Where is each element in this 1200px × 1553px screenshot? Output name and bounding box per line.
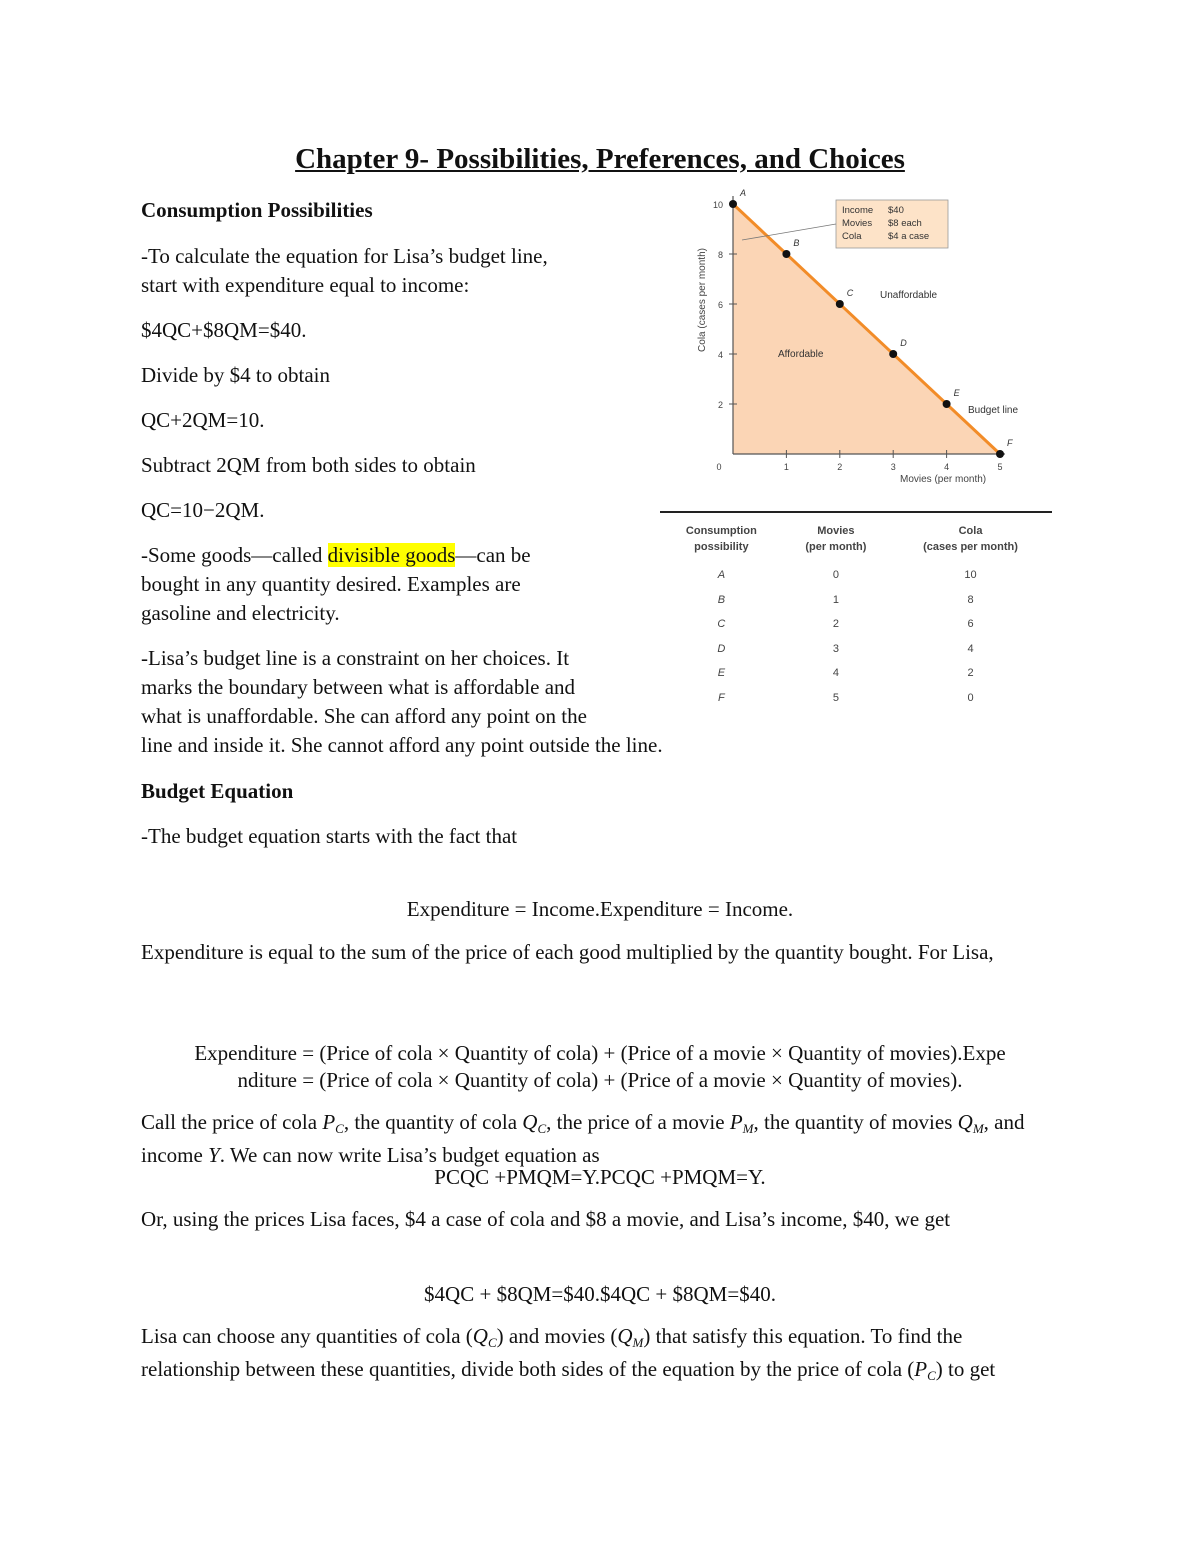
x-tick-label: 0 xyxy=(716,462,722,472)
table-cell: 10 xyxy=(964,569,977,582)
budget-line-chart xyxy=(690,180,1050,500)
table-header: Cola (cases per month) xyxy=(923,525,1018,553)
equation-budget-numeric: $4QC + $8QM=$40.$4QC + $8QM=$40. xyxy=(424,1282,776,1306)
paragraph-line: -To calculate the equation for Lisa’s budget line, xyxy=(141,244,548,268)
y-tick-label: 6 xyxy=(717,300,723,310)
legend-value: $4 a case xyxy=(888,231,930,242)
x-tick-label: 4 xyxy=(944,462,950,472)
point-label: E xyxy=(953,388,960,398)
paragraph-line: what is unaffordable. She can afford any point on the xyxy=(141,704,587,728)
point-label: C xyxy=(846,288,854,298)
consumption-possibility-table xyxy=(660,511,1052,710)
highlighted-term: divisible goods xyxy=(327,543,456,567)
data-point xyxy=(996,450,1004,458)
y-tick-label: 10 xyxy=(712,200,723,210)
paragraph-line: -Lisa’s budget line is a constraint on her choices. It xyxy=(141,646,570,670)
point-label: A xyxy=(740,188,747,198)
paragraph-line: Subtract 2QM from both sides to obtain xyxy=(141,453,476,477)
table-cell: 0 xyxy=(832,569,839,582)
table-cell: 2 xyxy=(967,667,974,680)
text-run: —can be xyxy=(455,543,531,567)
y-tick-label: 2 xyxy=(717,400,723,410)
table-cell: 4 xyxy=(832,667,839,680)
table-cell: 0 xyxy=(967,691,974,704)
table-header-row xyxy=(660,513,1052,563)
table-row xyxy=(660,637,1052,662)
table-cell: D xyxy=(717,642,726,655)
table-cell: 8 xyxy=(967,593,974,606)
legend-label: Income xyxy=(842,205,874,216)
equation-2: QC+2QM=10. xyxy=(141,408,265,432)
paragraph-line: -The budget equation starts with the fact that xyxy=(141,824,518,848)
paragraph-line: start with expenditure equal to income: xyxy=(141,273,470,297)
text-run: -Some goods—called xyxy=(141,543,328,567)
equation-3: QC=10−2QM. xyxy=(141,498,265,522)
x-tick-label: 2 xyxy=(837,462,843,472)
paragraph: Expenditure is equal to the sum of the price of each good multiplied by the quantity bought. For Lisa, xyxy=(141,940,994,964)
x-axis-label: Movies (per month) xyxy=(900,474,987,485)
legend-value: $40 xyxy=(888,205,904,216)
paragraph-line xyxy=(141,541,531,570)
point-label: B xyxy=(793,238,800,248)
paragraph-line: line and inside it. She cannot afford any point outside the line. xyxy=(141,733,663,757)
equation-budget-symbolic: PCQC +PMQM=Y.PCQC +PMQM=Y. xyxy=(434,1165,766,1189)
chart-plot-area xyxy=(697,188,1018,485)
equation-expenditure-income: Expenditure = Income.Expenditure = Income. xyxy=(406,897,794,921)
affordable-label: Affordable xyxy=(778,349,824,360)
paragraph: Lisa can choose any quantities of cola $(Q_C)$ and movies $(Q_M)$ that satisfy this equation. To find the relationship between these quantities, divide both sides of the equation by the price of cola $(P_C)$ to get xyxy=(141,1324,996,1383)
y-axis-label: Cola (cases per month) xyxy=(697,248,708,352)
point-label: D xyxy=(900,338,907,348)
equation-expenditure-line2: nditure = (Price of cola × Quantity of cola) + (Price of a movie × Quantity of movies). xyxy=(237,1068,963,1092)
paragraph-line: Divide by $4 to obtain xyxy=(141,363,330,387)
y-tick-label: 8 xyxy=(717,250,723,260)
y-tick-label: 4 xyxy=(717,350,723,360)
data-point xyxy=(782,250,790,258)
point-label: F xyxy=(1007,438,1013,448)
data-point xyxy=(889,350,897,358)
data-point xyxy=(836,300,844,308)
table-header: Consumption possibility xyxy=(685,525,757,553)
table-cell: 2 xyxy=(832,618,839,631)
x-tick-label: 1 xyxy=(783,462,789,472)
paragraph: Or, using the prices Lisa faces, $4 a case of cola and $8 a movie, and Lisa’s income, $40, we get xyxy=(141,1207,951,1231)
legend-label: Movies xyxy=(842,218,873,229)
paragraph-line: marks the boundary between what is affordable and xyxy=(141,675,576,699)
table-cell: B xyxy=(717,593,726,606)
budget-line-label: Budget line xyxy=(968,405,1019,416)
data-point xyxy=(729,200,737,208)
table-row xyxy=(660,686,1052,711)
table-cell: E xyxy=(717,667,726,680)
table-row xyxy=(660,588,1052,613)
data-point xyxy=(943,400,951,408)
table-cell: A xyxy=(717,569,726,582)
table-row xyxy=(660,661,1052,686)
legend-value: $8 each xyxy=(888,218,922,229)
table-cell: 6 xyxy=(967,618,974,631)
legend-label: Cola xyxy=(842,231,862,242)
table-cell: 5 xyxy=(832,691,839,704)
table-header: Movies (per month) xyxy=(805,525,867,553)
section-heading-consumption: Consumption Possibilities xyxy=(141,198,373,222)
table-row xyxy=(660,612,1052,637)
table-cell: C xyxy=(717,618,726,631)
page-title: Chapter 9- Possibilities, Preferences, and Choices xyxy=(295,143,905,175)
x-tick-label: 5 xyxy=(997,462,1003,472)
table-row xyxy=(660,563,1052,588)
equation-expenditure-line1: Expenditure = (Price of cola × Quantity of cola) + (Price of a movie × Quantity of movies).Expe xyxy=(194,1041,1006,1065)
paragraph-line: gasoline and electricity. xyxy=(141,601,340,625)
paragraph-line: bought in any quantity desired. Examples are xyxy=(141,572,521,596)
unaffordable-label: Unaffordable xyxy=(880,290,938,301)
table-cell: 1 xyxy=(832,593,839,606)
paragraph: Call the price of cola $P_C$, the quantity of cola $Q_C$, the price of a movie $P_M$, the quantity of movies $Q_M$, and income Y. We can now write Lisa’s budget equation as xyxy=(141,1110,1025,1167)
section-heading-budget-equation: Budget Equation xyxy=(141,779,294,803)
table-cell: 3 xyxy=(832,642,839,655)
table-cell: F xyxy=(718,691,725,704)
equation-1: $4QC+$8QM=$40. xyxy=(141,318,307,342)
table-cell: 4 xyxy=(967,642,974,655)
x-tick-label: 3 xyxy=(890,462,896,472)
